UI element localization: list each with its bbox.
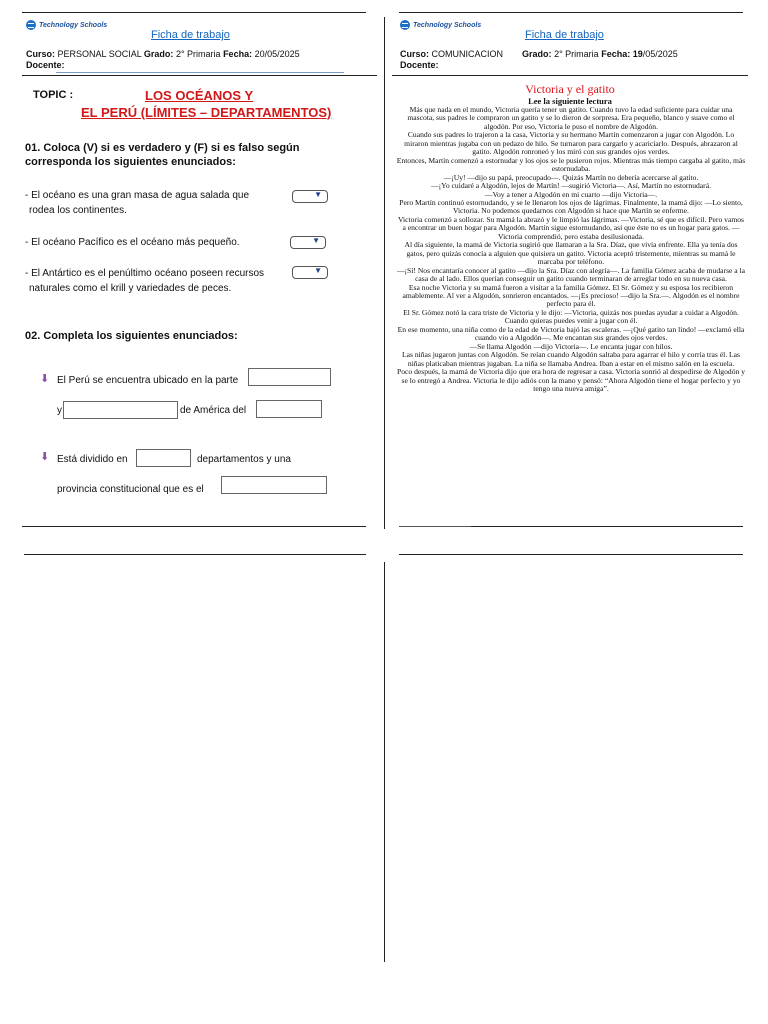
statement-2: - El océano Pacífico es el océano más pequeño. [25,237,240,248]
globe-icon [400,20,410,30]
fecha-rest: /05/2025 [642,49,678,59]
story-paragraph: —Se llama Algodón —dijo Victoria—. Le encanta jugar con hilos. [469,341,673,351]
curso-value: COMUNICACION [431,49,504,59]
lower-page-divider [384,562,385,962]
story-paragraph: Esa noche Victoria y su mamá fueron a visitar a la familia Gómez. El Sr. Gómez y su esposa los recibieron amablemente. Al ver a Algodón, sonrieron encantados. —¡Es precioso! —dijo la Sra.—. Algodón es el nombre perfecto para él. [402,282,740,309]
chevron-down-icon: ▼ [314,266,322,275]
question-2-title: 02. Completa los siguientes enunciados: [25,330,238,342]
statement-1-dropdown[interactable] [292,190,328,203]
grado-label: Grado: [143,49,174,59]
story-paragraph: El Sr. Gómez notó la cara triste de Victoria y le dijo: —Victoria, quizás nos puedas ayudar a cuidar a Algodón. Cuando quieras puedes venir a jugar con él. [403,307,739,326]
fill-1-text-c: de América del [180,405,247,416]
lower-right-rule [399,554,743,555]
question-1-title-line2: corresponda los siguientes enunciados: [25,156,236,168]
lower-left-rule [24,554,366,555]
curso-label: Curso: [400,49,429,59]
continent-input[interactable] [256,400,322,418]
left-course-line [26,49,300,60]
page-divider [384,17,385,529]
statement-3-dropdown[interactable] [292,266,328,279]
topic-title-line2: EL PERÚ (LÍMITES – DEPARTAMENTOS) [81,105,332,120]
fill-1-text-b: y [57,405,62,416]
fill-1-text-a: El Perú se encuentra ubicado en la parte [57,375,239,386]
curso-label: Curso: [26,49,55,59]
right-top-rule [399,12,743,13]
story-title: Victoria y el gatito [525,82,615,96]
story-paragraph: Entonces, Martín comenzó a estornudar y los ojos se le pusieron rojos. Mientras más tiempo cargaba al gatito, más estornudaba. [396,155,746,174]
left-bottom-rule [22,526,366,527]
story-paragraph: —¡Uy! —dijo su papá, preocupado—. Quizás Martín no debería acercarse al gatito. [443,172,699,182]
curso-value: PERSONAL SOCIAL [57,49,142,59]
docente-line [26,60,65,71]
statement-2-dropdown[interactable] [290,236,326,249]
story-paragraph: Victoria comenzó a sollozar. Su mamá la abrazó y le limpió las lágrimas. —Victoria, sé que es difícil. Pero vamos a encontrar un buen hogar para Algodón. Martín sigue estornudando, así que éste no es un hogar para gatos. —Victoria comprendió, pero estaba desilusionada. [398,214,744,241]
grado-value: 2° Primaria [554,49,599,59]
chevron-down-icon: ▼ [312,236,320,245]
question-1-title [25,141,299,169]
story-paragraph: —¡Yo cuidaré a Algodón, lejos de Martín! —sugirió Victoria—. Así, Martín no estornudará. [431,181,711,191]
fill-2-text-c: provincia constitucional que es el [57,484,204,495]
docente-line-right [400,60,439,71]
story-footer-rule [399,526,471,527]
departments-count-input[interactable] [136,449,191,467]
story-paragraph: En ese momento, una niña como de la edad de Victoria bajó las escaleras. —¡Qué gatito tan lindo! —exclamó ella cuando vio a Algodón—. Me encantan sus grandes ojos verdes. [397,324,745,343]
right-header-rule [392,75,748,76]
question-1-title-line1: 01. Coloca (V) si es verdadero y (F) si es falso según [25,142,300,154]
arrow-bullet-icon: ⬇︎ [40,451,50,463]
story-paragraph: —Voy a tener a Algodón en mi cuarto —dijo Victoria—. [484,189,658,199]
docente-label: Docente: [400,60,439,70]
school-logo [26,20,107,30]
constitutional-province-input[interactable] [221,476,327,494]
topic-title-line1: LOS OCÉANOS Y [145,88,254,103]
fecha-day: 19 [632,49,643,59]
arrow-bullet-icon: ⬇︎ [40,373,50,385]
story-paragraph: Cuando sus padres lo trajeron a la casa, Victoria y su hermano Martín comenzaron a jugar con Algodón. Lo miraron mientras jugaba con un pedazo de hilo. Se turnaron para cargarlo y acariciarlo. Después, abrazaron al gatito. Algodón ronroneó y los miró con sus grandes ojos verdes. [404,130,738,157]
story-paragraph: —¡Sí! Nos encantaría conocer al gatito —dijo la Sra. Díaz con alegría—. La familia Gómez acaba de mudarse a la casa de al lado. Ellos querían conseguir un gatito cuando terminaran de arreglar todo en su nueva casa. [396,265,746,284]
fecha-label: Fecha: [223,49,253,59]
fill-2-text-b: departamentos y una [197,454,291,465]
story-body [396,106,746,393]
story-paragraph: Al día siguiente, la mamá de Victoria sugirió que llamaran a la Sra. Díaz, que vivía enfrente. Ella ya tenía dos gatos, pero quizás conocía a alguien que quisiera un gatito. Victoria aceptó tristemente, mientras su mamá le marcaba por teléfono. [404,240,738,267]
logo-text: Technology Schools [39,21,108,29]
left-header-rule [22,75,377,76]
school-logo-right [400,20,481,30]
right-course-line [400,49,678,60]
logo-text-right: Technology Schools [413,21,482,29]
grado-value: 2° Primaria [175,49,221,59]
fill-2-text-a: Está dividido en [57,454,128,465]
ficha-title-right: Ficha de trabajo [525,29,604,41]
story-paragraph: Las niñas jugaron juntas con Algodón. Se reían cuando Algodón saltaba para agarrar el hilo y corría tras él. Las niñas platicaban mientras jugaban. La niña se llamaba Andrea. Iban a estar en el mismo salón en la escuela. [401,350,741,368]
story-paragraph: Poco después, la mamá de Victoria dijo que era hora de regresar a casa. Victoria sonrió al despedirse de Algodón y se lo entregó a Andrea. Victoria le dijo adiós con la mano y pensó: “Ahora Algodón tiene el hogar perfecto y yo tengo una nueva amiga”. [396,367,745,393]
grado-label: Grado: [522,49,552,59]
story-paragraph: Más que nada en el mundo, Victoria quería tener un gatito. Cuando tuvo la edad suficiente para cuidar una mascota, sus padres le compraron un gatito y se lo dieron de sorpresa. Era pequeño, blanco y suave como el algodón. Por eso, Victoria le puso el nombre de Algodón. [407,105,735,131]
fecha-value: 20/05/2025 [254,49,300,59]
chevron-down-icon: ▼ [314,190,322,199]
docente-label: Docente: [26,60,65,70]
globe-icon [26,20,36,30]
story-paragraph: Pero Martín continuó estornudando, y se le llenaron los ojos de lágrimas. Finalmente, la mamá dijo: —Lo siento, Victoria. No podemos quedarnos con Algodón si hace que Martín se enferme. [399,197,743,216]
statement-3: - El Antártico es el penúltimo océano poseen recursos naturales como el krill y variedades de peces. [25,268,265,294]
docente-underline [56,72,344,73]
left-top-rule [22,12,366,13]
story-subtitle: Lee la siguiente lectura [528,96,612,106]
region-input[interactable] [248,368,331,386]
hemisphere-input[interactable] [63,401,178,419]
fecha-label: Fecha: [601,49,631,59]
statement-1: - El océano es una gran masa de agua salada que rodea los continentes. [25,190,250,216]
topic-label: TOPIC : [33,89,74,101]
ficha-title: Ficha de trabajo [151,29,230,41]
